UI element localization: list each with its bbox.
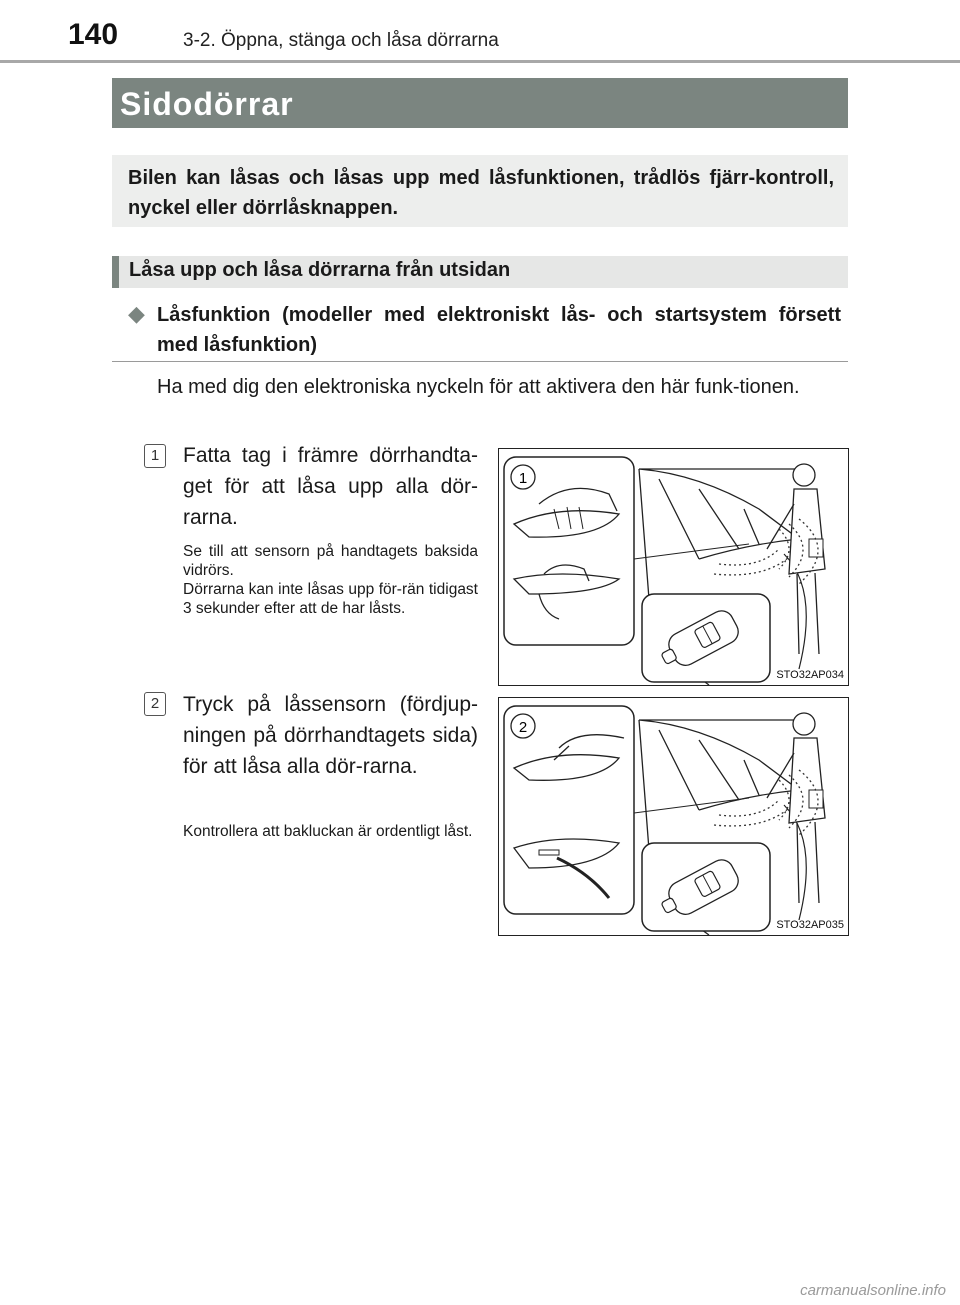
figure-unlock-handle [498, 448, 849, 686]
feature-description: Ha med dig den elektroniska nyckeln för att aktivera den här funk-tionen. [157, 376, 800, 398]
footer-watermark: carmanualsonline.info [800, 1282, 946, 1299]
step-number-1: 1 [144, 444, 166, 468]
unlock-illustration [499, 449, 848, 685]
step-1-note-sensor: Se till att sensorn på handtagets baksida vidrörs. [183, 543, 478, 579]
step-1-text: Fatta tag i främre dörrhandta-get för att låsa upp alla dör-rarna. [183, 444, 478, 529]
intro-box [112, 155, 848, 227]
diamond-bullet-icon: ◆ [128, 301, 145, 326]
figure-code: STO32AP034 [776, 669, 844, 681]
step-number-2: 2 [144, 692, 166, 716]
header-divider [0, 60, 960, 63]
subsection-bar [112, 256, 848, 288]
step-2-text: Tryck på låssensorn (fördjup-ningen på dörrhandtagets sida) för att låsa alla dör-rarna. [183, 693, 478, 778]
section-title: Sidodörrar [120, 86, 294, 122]
svg-text:1: 1 [518, 470, 528, 487]
figure-code: STO32AP035 [776, 919, 844, 931]
feature-divider [112, 361, 848, 362]
intro-text: Bilen kan låsas och låsas upp med låsfunktionen, trådlös fjärr-kontroll, nyckel eller dörrlåsknappen. [128, 167, 834, 219]
step-2-note-trunk: Kontrollera att bakluckan är ordentligt låst. [183, 823, 473, 840]
chapter-title: 3-2. Öppna, stänga och låsa dörrarna [183, 30, 499, 51]
subsection-title: Låsa upp och låsa dörrarna från utsidan [129, 259, 511, 281]
svg-text:2: 2 [518, 719, 528, 736]
feature-heading: Låsfunktion (modeller med elektroniskt lås- och startsystem försett med låsfunktion) [157, 304, 841, 356]
section-title-bar [112, 78, 848, 128]
figure-lock-sensor [498, 697, 849, 936]
lock-illustration [499, 698, 848, 935]
step-1-note-delay: Dörrarna kan inte låsas upp för-rän tidigast 3 sekunder efter att de har låsts. [183, 581, 478, 617]
page-number: 140 [68, 18, 119, 51]
